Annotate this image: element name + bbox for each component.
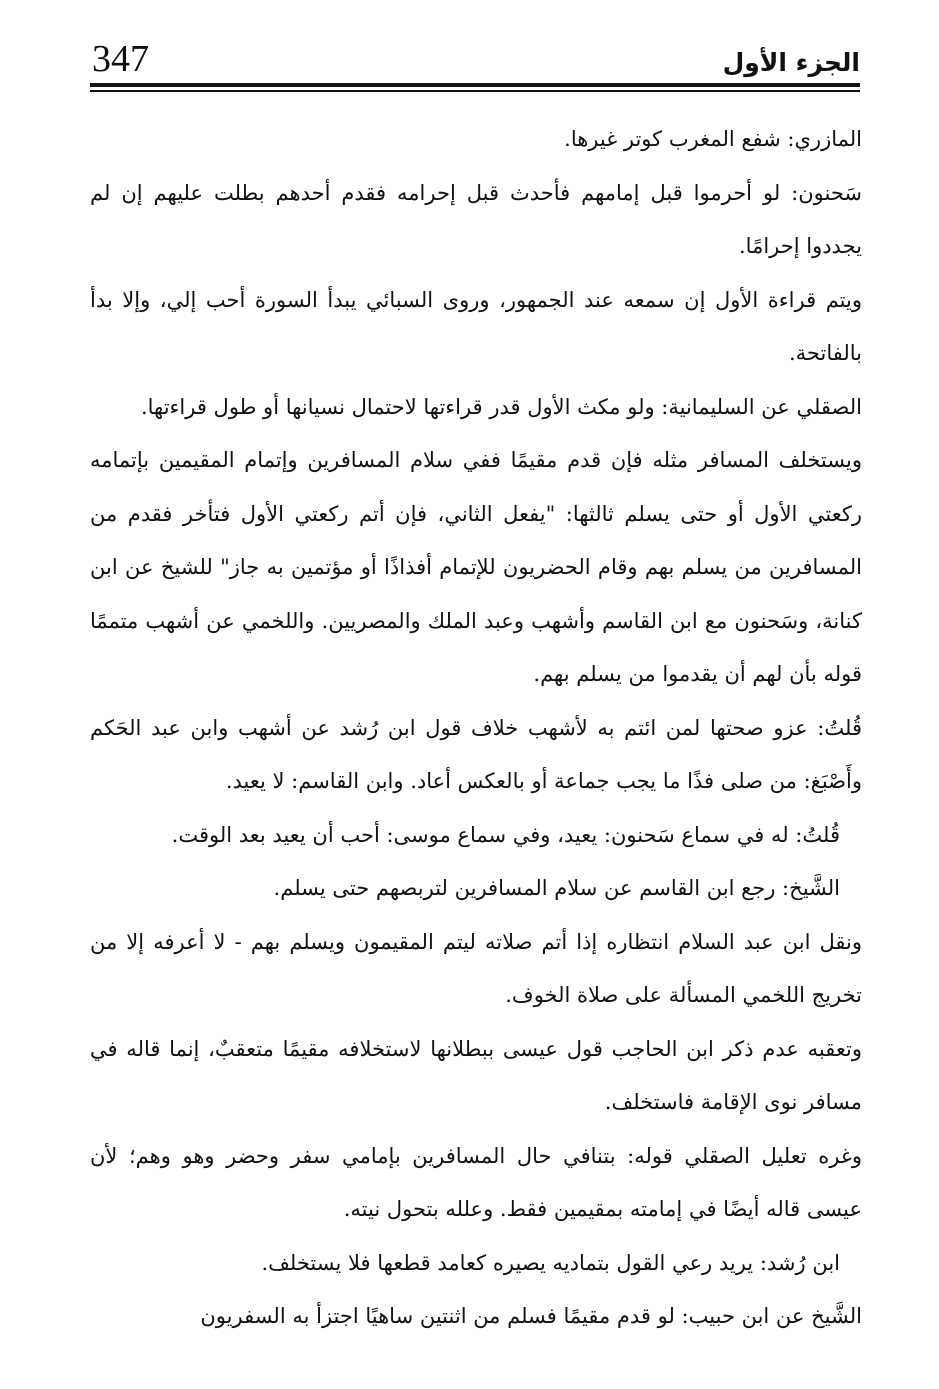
paragraph: قُلتُ: عزو صحتها لمن ائتم به لأشهب خلاف قول ابن رُشد عن أشهب وابن عبد الحَكم وأَصْبَغ: من صلى فذًا ما يجب جماعة أو بالعكس أعاد. وابن القاسم: لا يعيد. bbox=[90, 715, 862, 793]
paragraph: سَحنون: لو أحرموا قبل إمامهم فأحدث قبل إحرامه فقدم أحدهم بطلت عليهم إن لم يجددوا إحرامًا. bbox=[90, 180, 862, 258]
header-rule-thin bbox=[90, 90, 860, 92]
paragraph: الصقلي عن السليمانية: ولو مكث الأول قدر قراءتها لاحتمال نسيانها أو طول قراءتها. bbox=[140, 394, 862, 419]
paragraph: ونقل ابن عبد السلام انتظاره إذا أتم صلاته ليتم المقيمون ويسلم بهم - لا أعرفه إلا من تخريج اللخمي المسألة على صلاة الخوف. bbox=[90, 929, 862, 1007]
page-number: 347 bbox=[92, 38, 149, 80]
paragraph: المازري: شفع المغرب كوتر غيرها. bbox=[564, 127, 862, 151]
paragraph: الشَّيخ: رجع ابن القاسم عن سلام المسافرين لتربصهم حتى يسلم. bbox=[273, 876, 840, 900]
running-title: الجزء الأول bbox=[722, 48, 860, 77]
page-header bbox=[90, 36, 860, 94]
paragraph: وغره تعليل الصقلي قوله: بتنافي حال المسافرين بإمامي سفر وحضر وهو وهم؛ لأن عيسى قاله أيضًا في إمامته بمقيمين فقط. وعلله بتحول نيته. bbox=[90, 1143, 862, 1221]
paragraph: الشَّيخ عن ابن حبيب: لو قدم مقيمًا فسلم من اثنتين ساهيًا اجتزأ به السفريون bbox=[200, 1304, 862, 1328]
paragraph: ويتم قراءة الأول إن سمعه عند الجمهور، وروى السبائي يبدأ السورة أحب إلي، وإلا بدأ بالفاتحة. bbox=[90, 287, 862, 365]
paragraph: وتعقبه عدم ذكر ابن الحاجب قول عيسى ببطلانها لاستخلافه مقيمًا متعقبٌ، إنما قاله في مسافر نوى الإقامة فاستخلف. bbox=[90, 1036, 862, 1114]
paragraph: ويستخلف المسافر مثله فإن قدم مقيمًا ففي سلام المسافرين وإتمام المقيمين بإتمامه ركعتي الأول أو حتى يسلم ثالثها: "يفعل الثاني، فإن أتم ركعتي الأول فتأخر فقدم من المسافرين من يسلم بهم وقام الحضريون للإتمام أفذاذًا أو مؤتمين به جاز" للشيخ عن ابن كنانة، وسَحنون مع ابن القاسم وأشهب وعبد الملك والمصريين. واللخمي عن أشهب متممًا قوله بأن لهم أن يقدموا من يسلم بهم. bbox=[90, 448, 862, 686]
body-text bbox=[90, 113, 862, 1344]
paragraph: ابن رُشد: يريد رعي القول بتماديه يصيره كعامد قطعها فلا يستخلف. bbox=[261, 1250, 840, 1275]
paragraph: قُلتُ: له في سماع سَحنون: يعيد، وفي سماع موسى: أحب أن يعيد بعد الوقت. bbox=[171, 822, 840, 847]
header-rule-thick bbox=[90, 83, 860, 87]
